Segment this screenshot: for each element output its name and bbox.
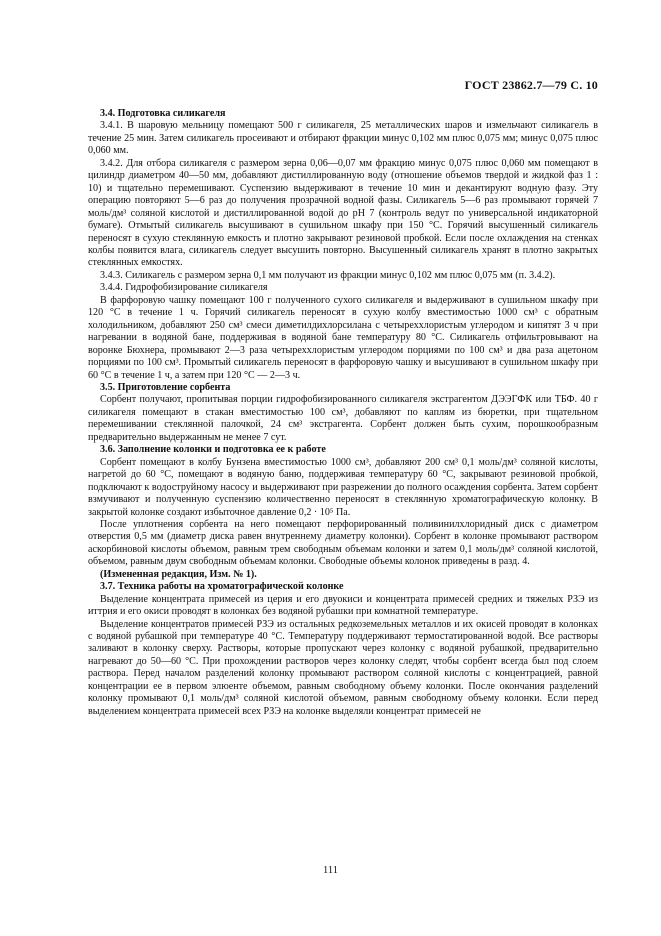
section-heading: (Измененная редакция, Изм. № 1). bbox=[100, 568, 257, 580]
document-body bbox=[88, 108, 598, 718]
section-heading: 3.7. Техника работы на хроматографической колонке bbox=[100, 581, 344, 593]
page-number: 111 bbox=[323, 865, 338, 876]
section-heading: 3.4. Подготовка силикагеля bbox=[100, 108, 226, 119]
paragraph: 3.4.2. Для отбора силикагеля с размером зерна 0,06—0,07 мм фракцию минус 0,075 плюс 0,060 мм помещают в цилиндр диаметром 40—50 мм, добавляют дистиллированную воду (отношение объемов твердой и жидкой фаз 1 : 10) и тщательно перемешивают. Суспензию выдерживают в течение 10 мин и декантируют водную фазу. Эту операцию повторяют 5—6 раз до получения прозрачной водной фазы. Силикагель 5—6 раз промывают горячей 7 моль/дм³ соляной кислотой и дистиллированной водой до рН 7 (контроль ведут по универсальной индикаторной бумаге). Отмытый силикагель высушивают в сушильном шкафу при 150 °С. Горячий высушенный силикагель переносят в сухую стеклянную емкость и плотно закрывают резиновой пробкой. Если после охлаждения на стенках колбы появится влага, силикагель следует высушить повторно. Высушенный силикагель хранят в плотно закрытых стеклянных емкостях. bbox=[88, 157, 598, 269]
paragraph: 3.4.3. Силикагель с размером зерна 0,1 мм получают из фракции минус 0,102 мм плюс 0,075 мм (п. 3.4.2). bbox=[100, 269, 556, 281]
paragraph: Выделение концентратов примесей РЗЭ из остальных редкоземельных металлов и их окисей проводят в колонках с водяной рубашкой при температуре 40 °С. Температуру поддерживают термостатированной водой. Все растворы заливают в колонку сверху. Растворы, которые пропускают через колонку с водяной рубашкой, предварительно нагревают до 50—60 °С. При прохождении растворов через колонку следят, чтобы сорбент всегда был под слоем раствора. Перед началом разделений колонку промывают раствором соляной кислоты с концентрацией, равной концентрации ее в первом элюенте объемом, равным свободному объему колонки. После окончания разделений колонку промывают 0,1 моль/дм³ соляной кислотой объемом, равным свободному объему колонки. Если перед выделением концентрата примесей всех РЗЭ на колонке выделяли концентрат примесей не bbox=[88, 618, 598, 717]
section-heading: 3.6. Заполнение колонки и подготовка ее к работе bbox=[100, 444, 326, 456]
section-heading: 3.5. Приготовление сорбента bbox=[100, 381, 231, 393]
paragraph: Сорбент получают, пропитывая порции гидрофобизированного силикагеля экстрагентом ДЭЭГФК или ТБФ. 40 г силикагеля помещают в стакан вместимостью 100 см³, добавляют по каплям из бюретки, при тщательном перемешивании стеклянной палочкой, 24 см³ экстрагента. Сорбент должен быть сухим, порошкообразным предварительно выдержанным не менее 7 сут. bbox=[88, 394, 598, 443]
paragraph: Сорбент помещают в колбу Бунзена вместимостью 1000 см³, добавляют 200 см³ 0,1 моль/дм³ соляной кислоты, нагретой до 60 °С, помещают в водяную баню, поддерживая температуру 60 °С, закрывают резиновой пробкой, подключают к водоструйному насосу и выдерживают при разрежении до полного осаждения сорбента. Затем сорбент взмучивают и полученную суспензию количественно переносят в стеклянную хроматографическую колонку. В закрытой колонке создают избыточное давление 0,2 · 10⁵ Па. bbox=[88, 456, 598, 518]
paragraph: 3.4.1. В шаровую мельницу помещают 500 г силикагеля, 25 металлических шаров и измельчают силикагель в течение 25 мин. Затем силикагель просеивают и отбирают фракции минус 0,102 мм плюс 0,075 мм; минус 0,075 плюс 0,060 мм. bbox=[88, 120, 598, 157]
paragraph: В фарфоровую чашку помещают 100 г полученного сухого силикагеля и выдерживают в сушильном шкафу при 120 °С в течение 1 ч. Горячий силикагель переносят в сухую колбу вместимостью 1000 см³ с обратным холодильником, добавляют 250 см³ смеси диметилдихлорсилана с четыреххлористым углеродом и кипятят 3 ч при нагревании в водяной бане, поддерживая в водяной бане температуру 80 °С. Силикагель отфильтровывают на воронке Бюхнера, промывают 2—3 раза четыреххлористым углеродом порциями по 100 см³ и два раза ацетоном порциями по 100 см³. Промытый силикагель переносят в фарфоровую чашку и высушивают в сушильном шкафу при 60 °С в течение 1 ч, а затем при 120 °С — 2—3 ч. bbox=[88, 294, 598, 381]
paragraph: После уплотнения сорбента на него помещают перфорированный поливинилхлоридный диск с диаметром отверстия 0,5 мм (диаметр диска равен внутреннему диаметру колонки). Сорбент в колонке промывают раствором аскорбиновой кислоты объемом, равным трем свободным объемам колонки и затем 0,1 моль/дм³ соляной кислотой, объемом, равным двум свободным объемам колонки. Свободные объемы колонок приведены в разд. 4. bbox=[88, 518, 598, 568]
paragraph: 3.4.4. Гидрофобизирование силикагеля bbox=[100, 282, 268, 294]
page-header: ГОСТ 23862.7—79 С. 10 bbox=[464, 78, 598, 92]
paragraph: Выделение концентрата примесей из церия и его двуокиси и концентрата примесей средних и тяжелых РЗЭ из иттрия и его окиси проводят в колонках без водяной рубашки при комнатной температуре. bbox=[88, 593, 598, 618]
